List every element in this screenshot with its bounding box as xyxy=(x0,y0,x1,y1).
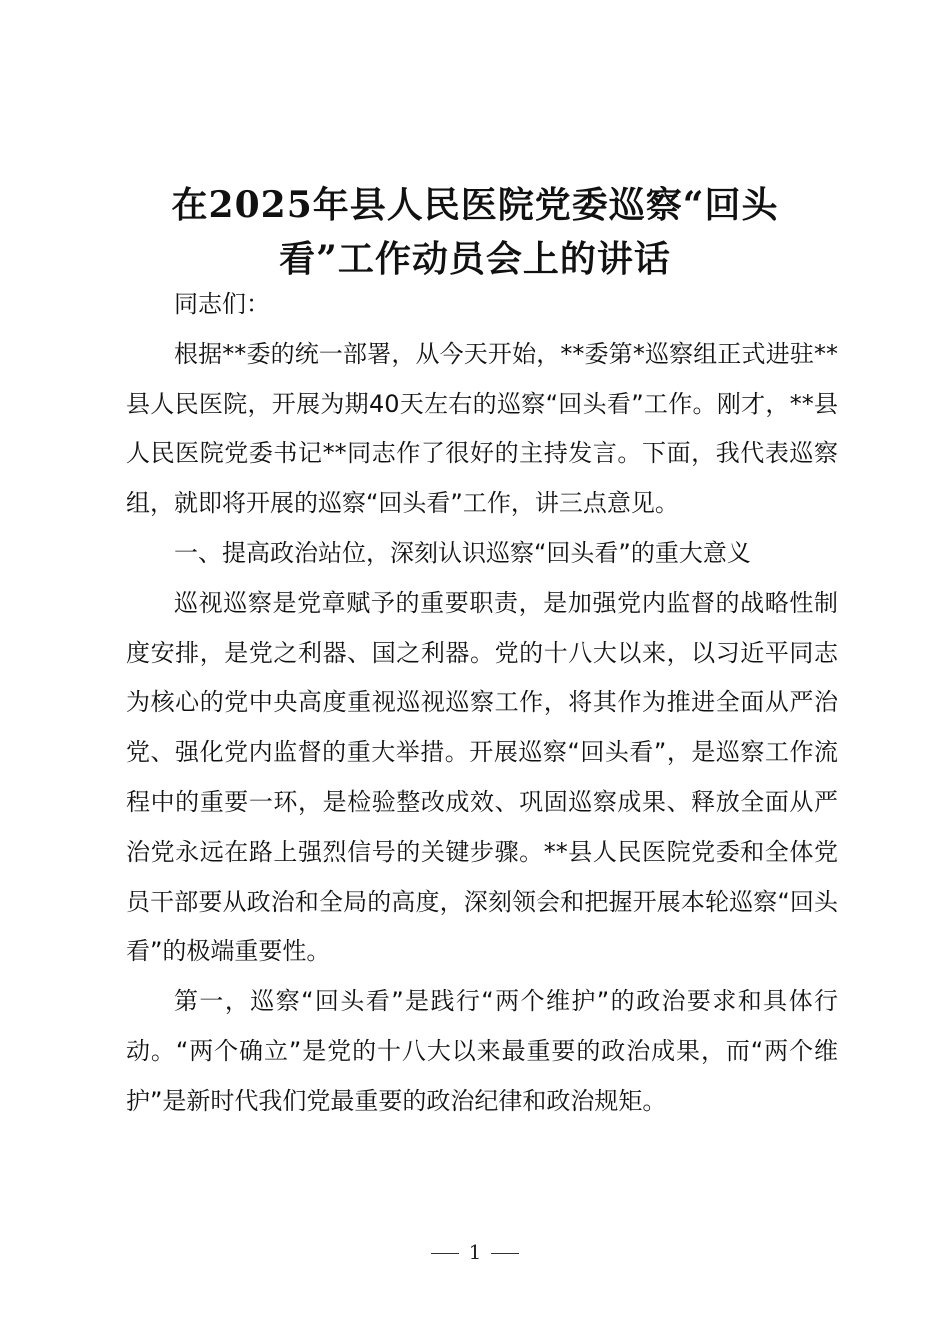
page-number: 1 xyxy=(468,1240,482,1264)
section-heading-1: 一、提高政治站位，深刻认识巡察“回头看”的重大意义 xyxy=(174,538,751,567)
section-1-paragraph: 巡视巡察是党章赋予的重要职责，是加强党内监督的战略性制度安排，是党之利器、国之利器。党的十八大以来，以习近平同志为核心的党中央高度重视巡视巡察工作，将其作为推进全面从严治党、强化党内监督的重大举措。开展巡察“回头看”，是巡察工作流程中的重要一环，是检验整改成效、巩固巡察成果、释放全面从严治党永远在路上强烈信号的关键步骤。**县人民医院党委和全体党员干部要从政治和全局的高度，深刻领会和把握开展本轮巡察“回头看”的极端重要性。 xyxy=(126,588,838,966)
page-footer xyxy=(0,1237,950,1267)
intro-paragraph: 根据**委的统一部署，从今天开始，**委第*巡察组正式进驻**县人民医院，开展为期40天左右的巡察“回头看”工作。刚才，**县人民医院党委书记**同志作了很好的主持发言。下面，我代表巡察组，就即将开展的巡察“回头看”工作，讲三点意见。 xyxy=(126,339,838,518)
document-body xyxy=(126,280,838,1127)
point-1-paragraph: 第一，巡察“回头看”是践行“两个维护”的政治要求和具体行动。“两个确立”是党的十八大以来最重要的政治成果，而“两个维护”是新时代我们党最重要的政治纪律和政治规矩。 xyxy=(126,987,838,1115)
footer-dash-right xyxy=(491,1253,519,1254)
title-line-1: 在2025年县人民医院党委巡察“回头 xyxy=(171,184,779,226)
salutation: 同志们： xyxy=(174,290,270,318)
document-title xyxy=(120,178,830,286)
footer-dash-left xyxy=(431,1253,459,1254)
title-line-2: 看”工作动员会上的讲话 xyxy=(279,238,671,280)
